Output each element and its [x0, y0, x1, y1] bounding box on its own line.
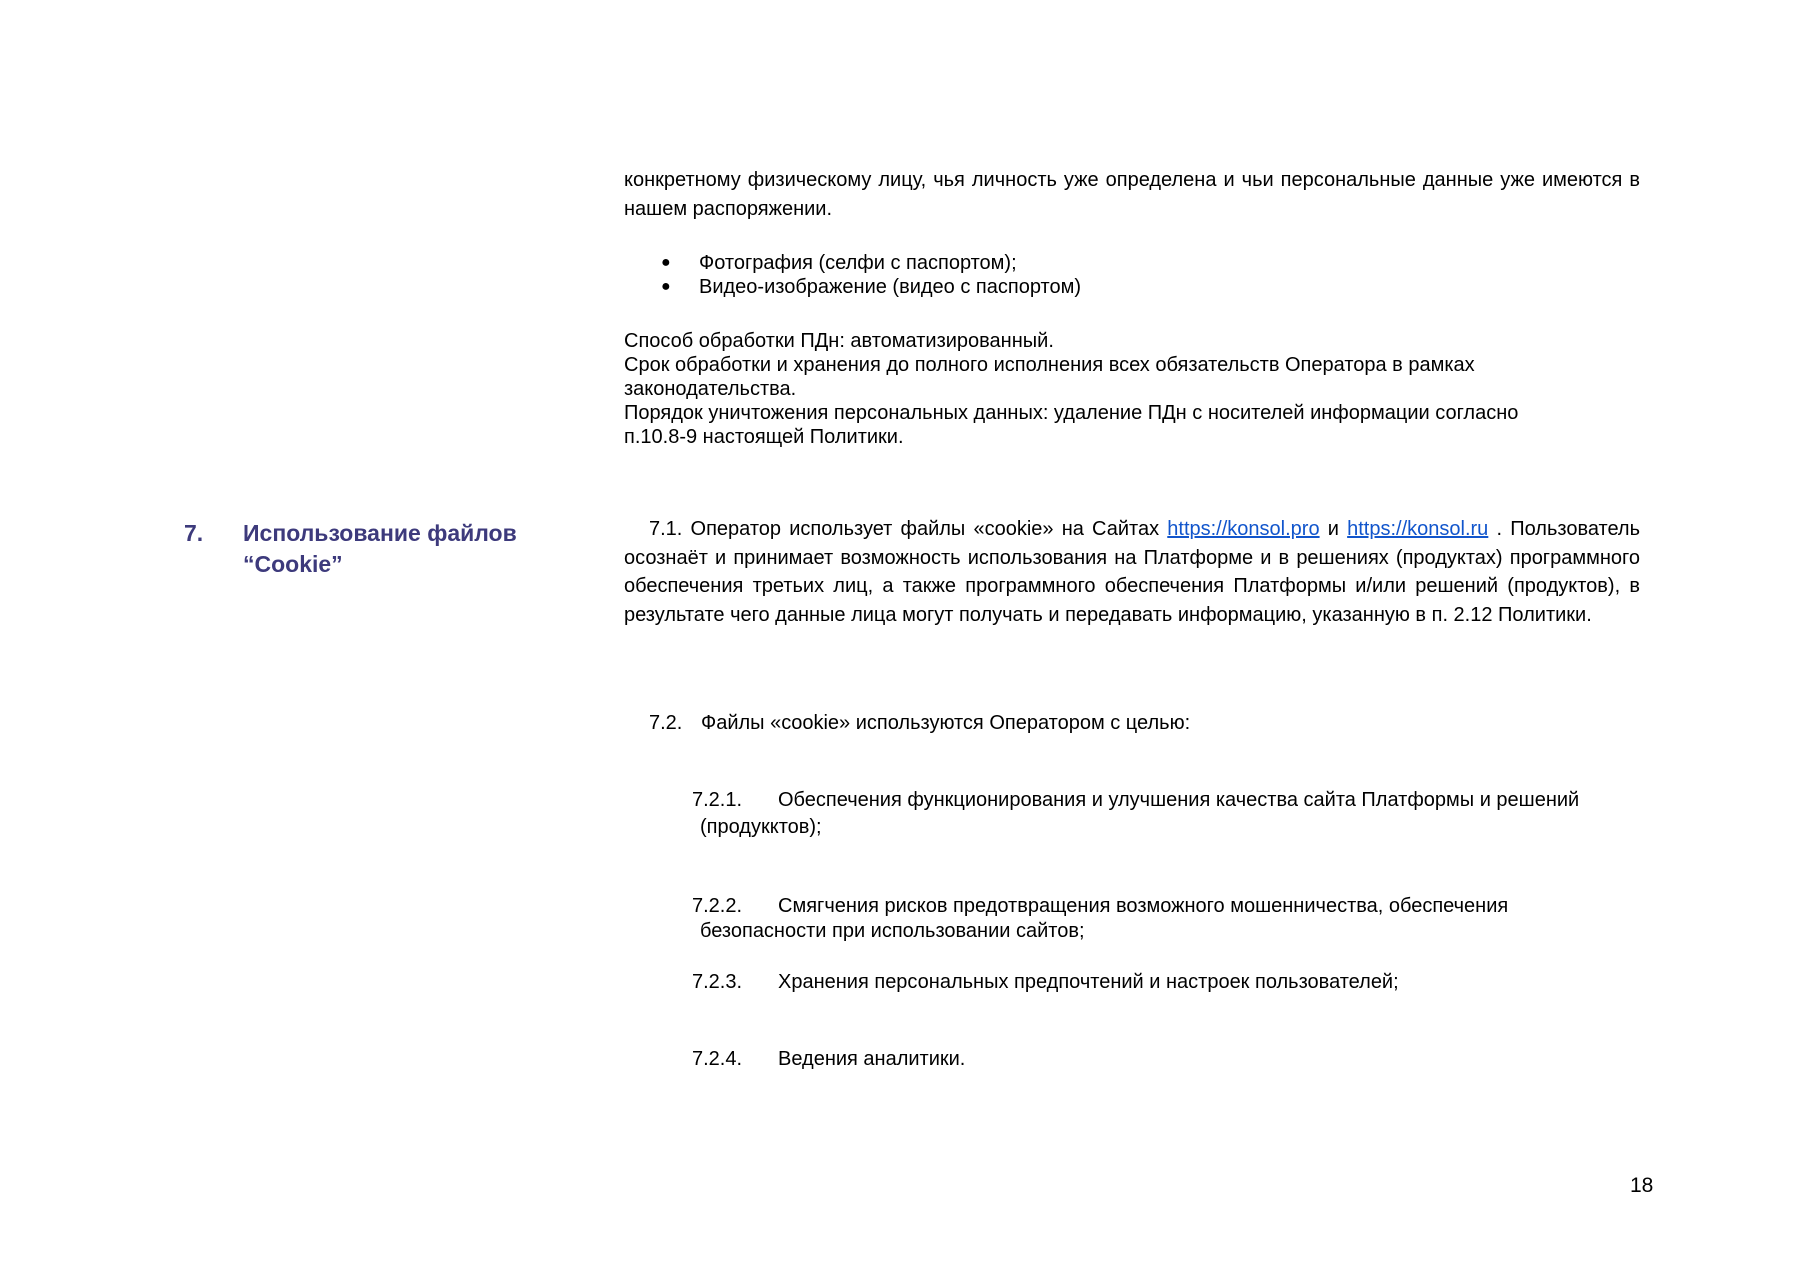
- clause-text-cont: безопасности при использовании сайтов;: [700, 920, 1085, 942]
- destruction-order-line-cont: п.10.8-9 настоящей Политики.: [624, 426, 904, 448]
- clause-text-cont: (продукктов);: [700, 816, 822, 838]
- clause-7-1: [624, 515, 1640, 629]
- clause-7-2-3: [692, 969, 1642, 996]
- section-number: 7.: [184, 520, 204, 546]
- clause-number: 7.2.2.: [692, 895, 743, 917]
- list-item: [658, 275, 1081, 299]
- clause-text: Файлы «cookie» используются Оператором с целью:: [701, 712, 1191, 734]
- clause-text-cont: . Пользователь осознаёт и принимает возможность использования на Платформе и в решениях (продуктах) программного обеспечения третьих лиц, а также программного обеспечения Платформы и/или решений (продуктов), в результате чего данные лица могут получать и передавать информацию, указанную в п. 2.12 Политики.: [624, 518, 1641, 626]
- clause-number: 7.1.: [649, 518, 683, 540]
- retention-period-line-cont: законодательства.: [624, 378, 797, 400]
- clause-text: Обеспечения функционирования и улучшения качества сайта Платформы и решений: [778, 789, 1580, 811]
- clause-number: 7.2.3.: [692, 971, 743, 993]
- clause-text: Смягчения рисков предотвращения возможного мошенничества, обеспечения: [778, 895, 1509, 917]
- destruction-order-line: Порядок уничтожения персональных данных: удаление ПДн с носителей информации согласно: [624, 402, 1519, 424]
- conjunction: и: [1327, 518, 1339, 540]
- bullet-list: [658, 251, 1081, 299]
- processing-method-line: Способ обработки ПДн: автоматизированный.: [624, 330, 1054, 352]
- processing-method-block: [624, 329, 1624, 449]
- clause-7-2-1: [692, 787, 1642, 841]
- clause-7-2: [649, 709, 1190, 737]
- list-item: [658, 251, 1081, 275]
- clause-number: 7.2.1.: [692, 789, 743, 811]
- page-number: 18: [1630, 1174, 1654, 1197]
- clause-number: 7.2.4.: [692, 1048, 743, 1070]
- clause-7-2-2: [692, 894, 1642, 944]
- intro-paragraph: конкретному физическому лицу, чья личность уже определена и чьи персональные данные уже имеются в нашем распоряжении.: [624, 169, 1640, 220]
- bullet-text: Фотография (селфи с паспортом);: [699, 252, 1017, 274]
- clause-text: Ведения аналитики.: [778, 1048, 966, 1070]
- clause-text: Хранения персональных предпочтений и настроек пользователей;: [778, 971, 1399, 993]
- retention-period-line: Срок обработки и хранения до полного исполнения всех обязательств Оператора в рамках: [624, 354, 1475, 376]
- konsol-ru-link[interactable]: https://konsol.ru: [1347, 518, 1489, 540]
- clause-number: 7.2.: [649, 712, 683, 734]
- bullet-icon: ●: [661, 278, 671, 295]
- clause-text: Оператор использует файлы «cookie» на Сайтах: [690, 518, 1160, 540]
- section-title: Использование файлов “Cookie”: [243, 520, 517, 577]
- konsol-pro-link[interactable]: https://konsol.pro: [1167, 518, 1320, 540]
- bullet-icon: ●: [661, 254, 671, 271]
- bullet-text: Видео-изображение (видео с паспортом): [699, 276, 1081, 298]
- clause-7-2-4: [692, 1046, 1642, 1073]
